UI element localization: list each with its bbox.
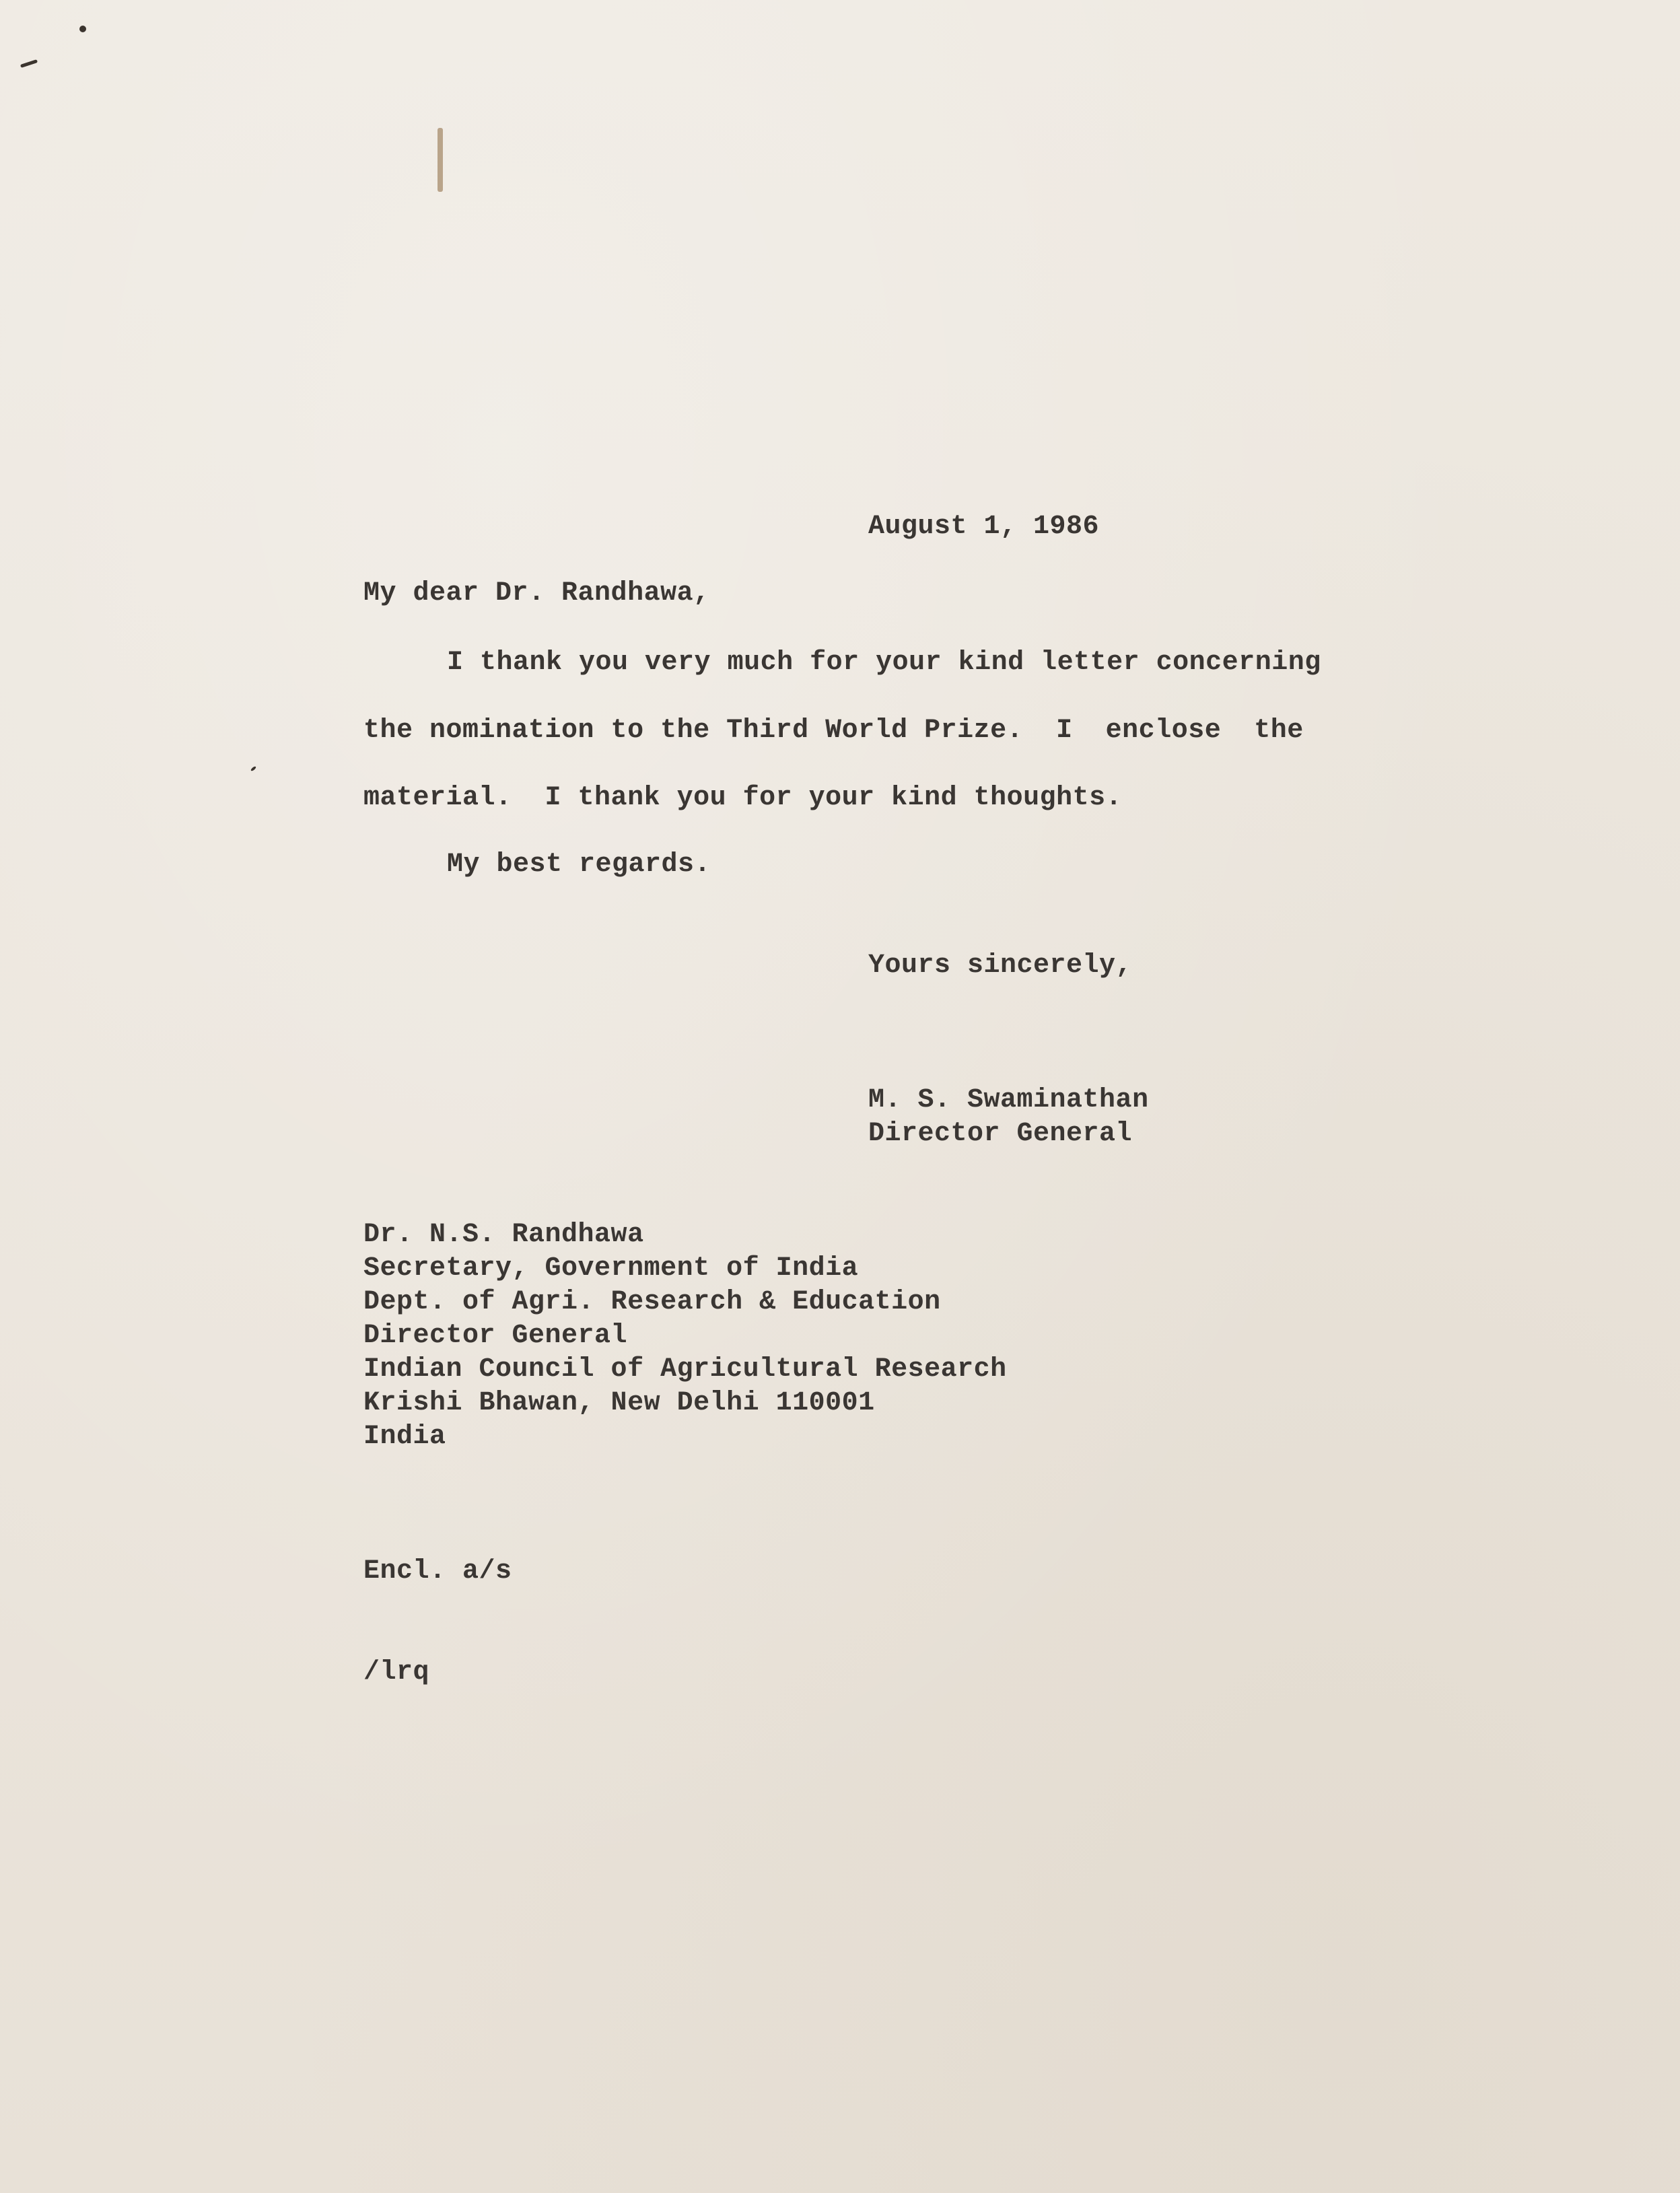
signature-block [868, 1084, 1149, 1151]
ink-speck [79, 26, 86, 32]
address-line: Dr. N.S. Randhawa [363, 1220, 644, 1250]
regards: My best regards. [447, 849, 711, 880]
address-line: Director General [363, 1321, 628, 1351]
ink-speck [20, 59, 38, 68]
paper-stain [438, 128, 443, 192]
letter-date: August 1, 1986 [868, 512, 1100, 542]
address-line: Krishi Bhawan, New Delhi 110001 [363, 1388, 875, 1418]
ink-speck [250, 766, 256, 772]
reference-initials: /lrq [363, 1657, 430, 1687]
address-line: Indian Council of Agricultural Research [363, 1354, 1007, 1385]
salutation: My dear Dr. Randhawa, [363, 578, 710, 608]
address-line: Secretary, Government of India [363, 1253, 859, 1284]
signer-name: M. S. Swaminathan [868, 1085, 1149, 1115]
recipient-address [363, 1218, 1007, 1454]
address-line: India [363, 1422, 446, 1452]
body-line: the nomination to the Third World Prize. I enclose the [363, 716, 1304, 746]
signer-title: Director General [868, 1119, 1133, 1149]
body-line: I thank you very much for your kind letter concerning [447, 648, 1321, 678]
address-line: Dept. of Agri. Research & Education [363, 1287, 941, 1317]
enclosure-note: Encl. a/s [363, 1556, 512, 1587]
letter-body [363, 646, 1321, 815]
closing: Yours sincerely, [868, 950, 1133, 981]
body-line: material. I thank you for your kind thoughts. [363, 783, 1123, 813]
